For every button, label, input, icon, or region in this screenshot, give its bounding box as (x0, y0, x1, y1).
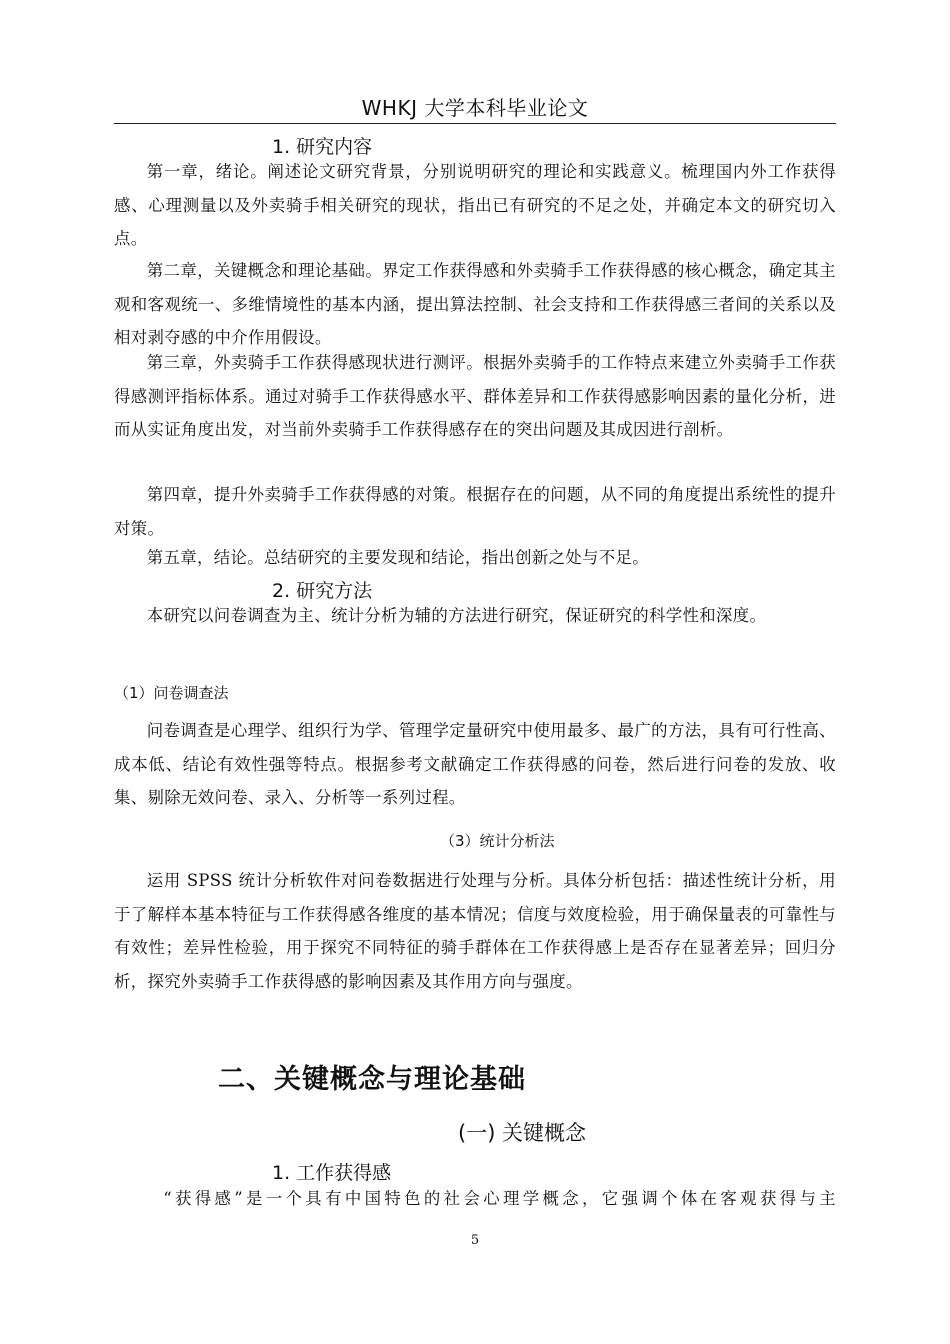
header-divider (114, 123, 836, 124)
statistics-method-heading: （3）统计分析法 (440, 832, 555, 850)
paragraph-methods-intro: 本研究以问卷调查为主、统计分析为辅的方法进行研究，保证研究的科学性和深度。 (146, 606, 767, 625)
job-gain-heading: 1. 工作获得感 (272, 1162, 392, 1184)
questionnaire-method-heading: （1）问卷调查法 (114, 684, 229, 702)
paragraph-chapter-four: 第四章，提升外卖骑手工作获得感的对策。根据存在的问题，从不同的角度提出系统性的提升对策。 (114, 485, 836, 538)
page-number: 5 (470, 1233, 480, 1248)
paragraph-chapter-three: 第三章，外卖骑手工作获得感现状进行测评。根据外卖骑手的工作特点来建立外卖骑手工作获得感测评指标体系。通过对骑手工作获得感水平、群体差异和工作获得感影响因素的量化分析，进而从实证角度出发，对当前外卖骑手工作获得感存在的突出问题及其成因进行剖析。 (114, 353, 836, 439)
paragraph-job-gain-start: “获得感”是一个具有中国特色的社会心理学概念，它强调个体在客观获得与主 (163, 1189, 836, 1208)
research-methods-heading: 2. 研究方法 (272, 580, 373, 602)
paragraph-statistics-method: 运用 SPSS 统计分析软件对问卷数据进行处理与分析。具体分析包括：描述性统计分析，用于了解样本基本特征与工作获得感各维度的基本情况；信度与效度检验，用于确保量表的可靠性与有效性；差异性检验，用于探究不同特征的骑手群体在工作获得感上是否存在显著差异；回归分析，探究外卖骑手工作获得感的影响因素及其作用方向与强度。 (114, 871, 836, 991)
key-concepts-heading: (一) 关键概念 (458, 1121, 587, 1145)
chapter-two-heading: 二、关键概念与理论基础 (218, 1064, 526, 1095)
running-header-title: WHKJ 大学本科毕业论文 (361, 96, 589, 120)
paragraph-chapter-two: 第二章，关键概念和理论基础。界定工作获得感和外卖骑手工作获得感的核心概念，确定其主观和客观统一、多维情境性的基本内涵，提出算法控制、社会支持和工作获得感三者间的关系以及相对剥夺感的中介作用假设。 (114, 261, 836, 347)
paragraph-questionnaire-method: 问卷调查是心理学、组织行为学、管理学定量研究中使用最多、最广的方法，具有可行性高、成本低、结论有效性强等特点。根据参考文献确定工作获得感的问卷，然后进行问卷的发放、收集、剔除无效问卷、录入、分析等一系列过程。 (114, 721, 836, 807)
paragraph-chapter-one: 第一章，绪论。阐述论文研究背景，分别说明研究的理论和实践意义。梳理国内外工作获得感、心理测量以及外卖骑手相关研究的现状，指出已有研究的不足之处，并确定本文的研究切入点。 (114, 162, 836, 248)
paragraph-chapter-five: 第五章，结论。总结研究的主要发现和结论，指出创新之处与不足。 (146, 548, 650, 567)
research-content-heading: 1. 研究内容 (272, 136, 373, 158)
